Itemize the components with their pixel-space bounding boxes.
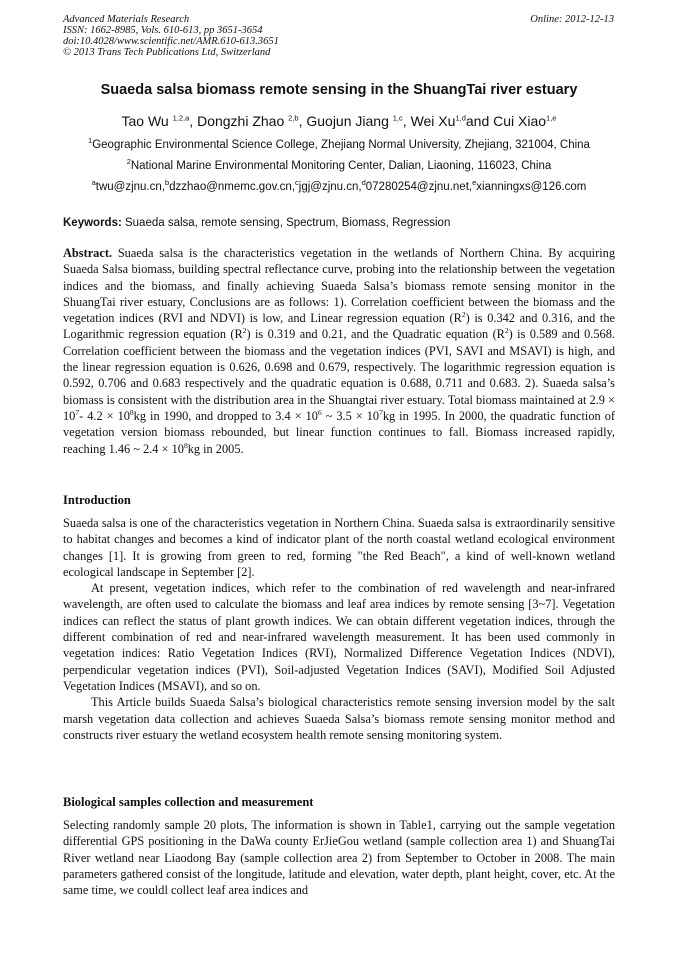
introduction-body: [63, 515, 615, 743]
section-heading-biological-samples: Biological samples collection and measurement: [63, 795, 314, 809]
keywords-text: Suaeda salsa, remote sensing, Spectrum, Biomass, Regression: [121, 217, 451, 229]
author-list: [40, 113, 638, 129]
email-superscript: a: [91, 178, 96, 188]
author-superscript: 2,b: [288, 113, 299, 123]
superscript: 7: [379, 407, 383, 417]
biological-body: [63, 817, 615, 898]
journal-name: Advanced Materials Research: [63, 14, 190, 25]
author-name: Tao Wu: [121, 113, 173, 129]
keywords-label: Keywords:: [63, 217, 122, 229]
paragraph: Selecting randomly sample 20 plots, The information is shown in Table1, carrying out the sample vegetation differential GPS positioning in the DaWa county ErJieGou wetland (sample collection area 1) and ShuangTai River wetland near Liaodong Bay (sample collection area 2) from September to October in 2008. The main parameters gathered consist of the longitude, latitude and elevation, water depth, plant height, cover, etc. At the same time, we couldl collect leaf area indices and: [63, 818, 615, 898]
email-link[interactable]: 07280254@zjnu.net,: [365, 181, 473, 193]
abstract-text: kg in 1990, and dropped to 3.4 × 10: [133, 408, 318, 423]
author-separator: ,: [189, 113, 198, 129]
affiliation-text: National Marine Environmental Monitoring Center, Dalian, Liaoning, 116023, China: [130, 160, 552, 172]
keywords-line: [63, 217, 623, 229]
superscript: 8: [183, 440, 188, 450]
superscript: 2: [504, 326, 509, 336]
superscript: 7: [75, 407, 80, 417]
journal-header: [63, 14, 614, 58]
email-superscript: d: [361, 178, 366, 188]
affiliation-1: [30, 136, 648, 151]
author-superscript: 1,c: [392, 113, 403, 123]
abstract-text: ~ 3.5 × 10: [321, 408, 380, 423]
author-name: Wei Xu: [410, 113, 456, 129]
superscript: 6: [317, 407, 322, 417]
email-superscript: e: [472, 178, 477, 188]
author-superscript: 1,e: [546, 113, 557, 123]
author-superscript: 1,2,a: [172, 113, 190, 123]
abstract-paragraph: [63, 245, 615, 457]
paragraph: At present, vegetation indices, which refer to the combination of red wavelength and near-infrared wavelength, are often used to calculate the biomass and leaf area indices by remote sensing [3~7]. Vegetation indices can reflect the status of plant growth indices. We can obtain different vegetation indices, through the different combination of red and near-infrared wavelength measurement. It has been used commonly in vegetation indices: Ratio Vegetation Indices (RVI), Normalized Difference Vegetation Indices (NDVI), perpendicular vegetation indices (PVI), Soil-adjusted Vegetation Indices (SAVI), Modified Soil Adjusted Vegetation Indices (MSAVI), and so on.: [63, 581, 615, 693]
email-superscript: c: [295, 178, 299, 188]
abstract-text: Suaeda salsa is the characteristics vegetation in the wetlands of Northern China. By acquiring Suaeda Salsa biomass, building spectral reflectance curve, probing into the relationship between the vegetation indices and the biomass, and finally achieving Suaeda Salsa’s biomass remote sensing monitor in the ShuangTai river estuary, Conclusions are as follows: 1). Correlation coefficient between the biomass and the vegetation indices (RVI and NDVI) is low, and Linear regression equation (R: [63, 246, 615, 326]
affiliation-2: [30, 157, 648, 172]
author-separator: ,: [298, 113, 307, 129]
abstract-text: - 4.2 × 10: [79, 408, 130, 423]
paper-title: Suaeda salsa biomass remote sensing in the ShuangTai river estuary: [100, 82, 578, 98]
online-date: Online: 2012-12-13: [530, 14, 614, 25]
author-separator: and: [465, 113, 494, 129]
affiliation-text: Geographic Environmental Science College, Zhejiang Normal University, Zhejiang, 321004, China: [92, 139, 590, 151]
abstract-text: ) is 0.342 and 0.316, and the Logarithmic regression equation (R: [63, 311, 615, 342]
superscript: 8: [129, 407, 134, 417]
affiliation-superscript: 1: [88, 136, 93, 146]
abstract-text: kg in 2005.: [187, 441, 244, 456]
abstract-label: Abstract.: [63, 246, 113, 260]
abstract-text: kg in 1995. In 2000, the quadratic function of vegetation version biomass rebounded, but linear function continues to fall. Biomass increased rapidly, reaching 1.46 ~ 2.4 × 10: [63, 408, 615, 456]
email-superscript: b: [164, 178, 170, 188]
paragraph: Suaeda salsa is one of the characteristics vegetation in Northern China. Suaeda salsa is extraordinarily sensitive to habitat changes and becomes a kind of indicator plant of the north coastal wetland ecological environment changes [1]. It is growing from green to red, forming "the Red Beach", a kind of well-known wetland ecological landscape in September [2].: [63, 516, 615, 579]
superscript: 2: [242, 326, 247, 336]
author-superscript: 1,d: [455, 113, 466, 123]
abstract-text: ) is 0.589 and 0.568. Correlation coefficient between the biomass and the vegetation indices (PVI, SAVI and MSAVI) is high, and the linear regression equation is 0.626, 0.698 and 0.679, respectively. The logarithmic regression equation is 0.592, 0.706 and 0.683 respectively and the quadratic equation is 0.688, 0.711 and 0.683. 2). Suaeda salsa’s biomass is consistent with the distribution area in the Shuangtai river estuary. Total biomass maintained at 2.9 × 10: [63, 327, 615, 423]
author-name: Cui Xiao: [493, 113, 547, 129]
author-separator: ,: [402, 113, 411, 129]
doi-line: doi:10.4028/www.scientific.net/AMR.610-613.3651: [63, 36, 279, 47]
author-name: Dongzhi Zhao: [197, 113, 289, 129]
abstract-text: ) is 0.319 and 0.21, and the Quadratic equation (R: [246, 327, 505, 342]
email-link[interactable]: jgj@zjnu.cn,: [298, 181, 362, 193]
paragraph: This Article builds Suaeda Salsa’s biological characteristics remote sensing inversion model by the salt marsh vegetation data collection and achieves Suaeda Salsa’s biomass remote sensing monitor method and constructs river estuary the wetland ecosystem health remote sensing monitoring system.: [63, 695, 615, 742]
email-list: [30, 178, 648, 193]
email-link[interactable]: xianningxs@126.com: [476, 181, 587, 193]
author-name: Guojun Jiang: [306, 113, 393, 129]
affiliation-superscript: 2: [126, 157, 131, 167]
issn-line: ISSN: 1662-8985, Vols. 610-613, pp 3651-3654: [63, 25, 263, 36]
superscript: 2: [461, 310, 466, 320]
section-heading-introduction: Introduction: [63, 493, 131, 507]
copyright-line: © 2013 Trans Tech Publications Ltd, Switzerland: [63, 47, 271, 58]
email-link[interactable]: twu@zjnu.cn,: [95, 181, 165, 193]
email-link[interactable]: dzzhao@nmemc.gov.cn,: [169, 181, 296, 193]
